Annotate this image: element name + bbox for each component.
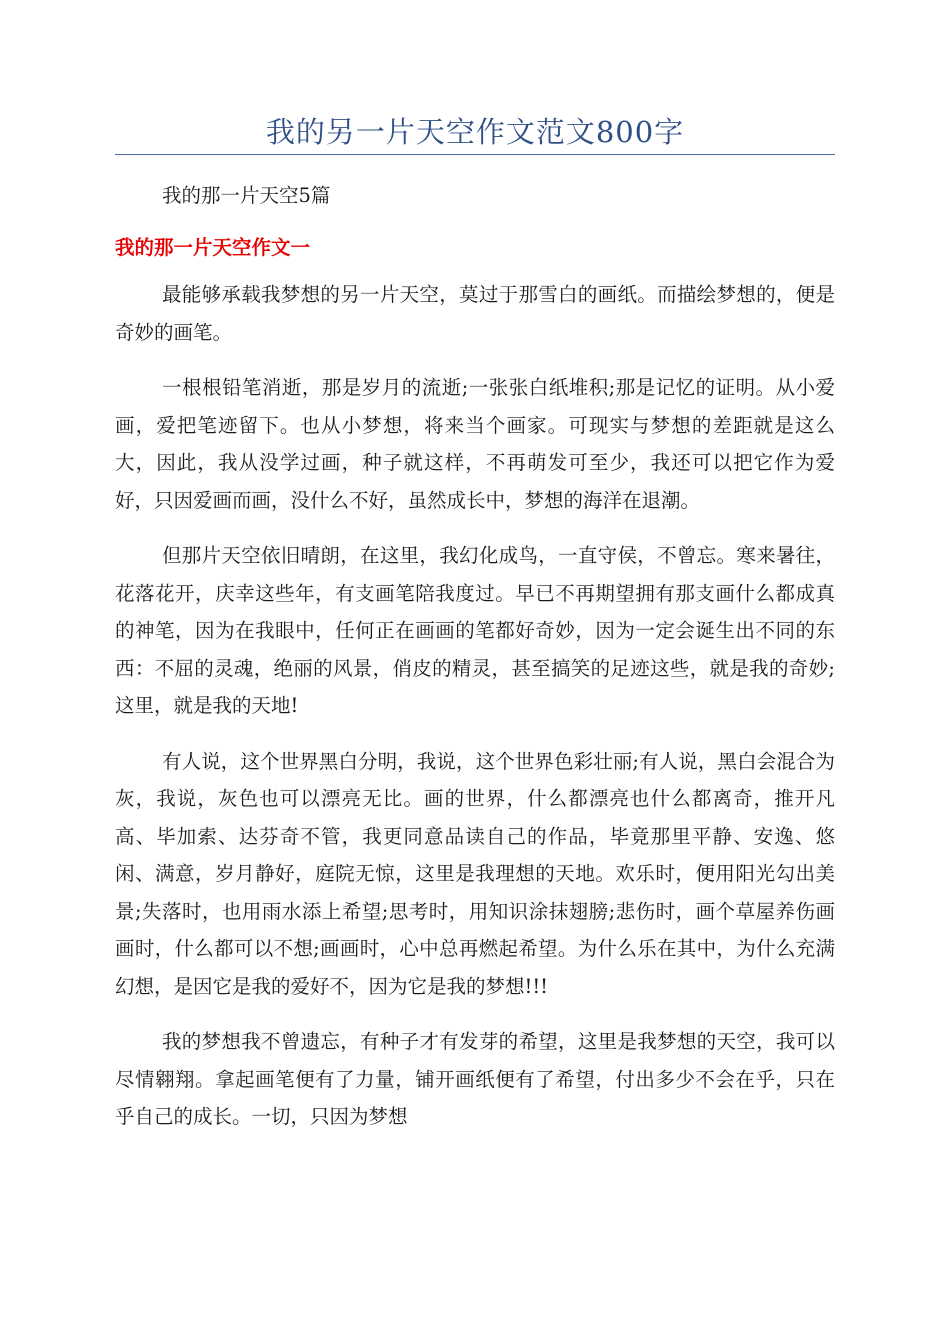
paragraph-2: 一根根铅笔消逝，那是岁月的流逝;一张张白纸堆积;那是记忆的证明。从小爱画，爱把笔迹留下。也从小梦想，将来当个画家。可现实与梦想的差距就是这么大，因此，我从没学过画，种子就这样，不再萌发可至少，我还可以把它作为爱好，只因爱画而画，没什么不好，虽然成长中，梦想的海洋在退潮。	[115, 376, 835, 512]
section-heading: 我的那一片天空作文一	[115, 236, 311, 259]
paragraph-5: 我的梦想我不曾遗忘，有种子才有发芽的希望，这里是我梦想的天空，我可以尽情翱翔。拿起画笔便有了力量，铺开画纸便有了希望，付出多少不会在乎，只在乎自己的成长。一切，只因为梦想	[115, 1030, 835, 1128]
document-subtitle: 我的那一片天空5篇	[162, 184, 331, 207]
paragraph-4: 有人说，这个世界黑白分明，我说，这个世界色彩壮丽;有人说，黑白会混合为灰，我说，灰色也可以漂亮无比。画的世界，什么都漂亮也什么都离奇，推开凡高、毕加索、达芬奇不管，我更同意品读自己的作品，毕竟那里平静、安逸、悠闲、满意，岁月静好，庭院无惊，这里是我理想的天地。欢乐时，便用阳光勾出美景;失落时，也用雨水添上希望;思考时，用知识涂抹翅膀;悲伤时，画个草屋养伤画画时，什么都可以不想;画画时，心中总再燃起希望。为什么乐在其中，为什么充满幻想，是因它是我的爱好不，因为它是我的梦想!!!	[115, 749, 835, 998]
document-title: 我的另一片天空作文范文800字	[265, 115, 685, 149]
paragraph-3: 但那片天空依旧晴朗，在这里，我幻化成鸟，一直守侯，不曾忘。寒来暑往，花落花开，庆幸这些年，有支画笔陪我度过。早已不再期望拥有那支画什么都成真的神笔，因为在我眼中，任何正在画画的笔都好奇妙，因为一定会诞生出不同的东西：不屈的灵魂，绝丽的风景，俏皮的精灵，甚至搞笑的足迹这些，就是我的奇妙;这里，就是我的天地!	[115, 544, 835, 717]
title-underline	[115, 154, 835, 155]
paragraph-1: 最能够承载我梦想的另一片天空，莫过于那雪白的画纸。而描绘梦想的，便是奇妙的画笔。	[115, 283, 835, 344]
article-body	[115, 276, 835, 1154]
